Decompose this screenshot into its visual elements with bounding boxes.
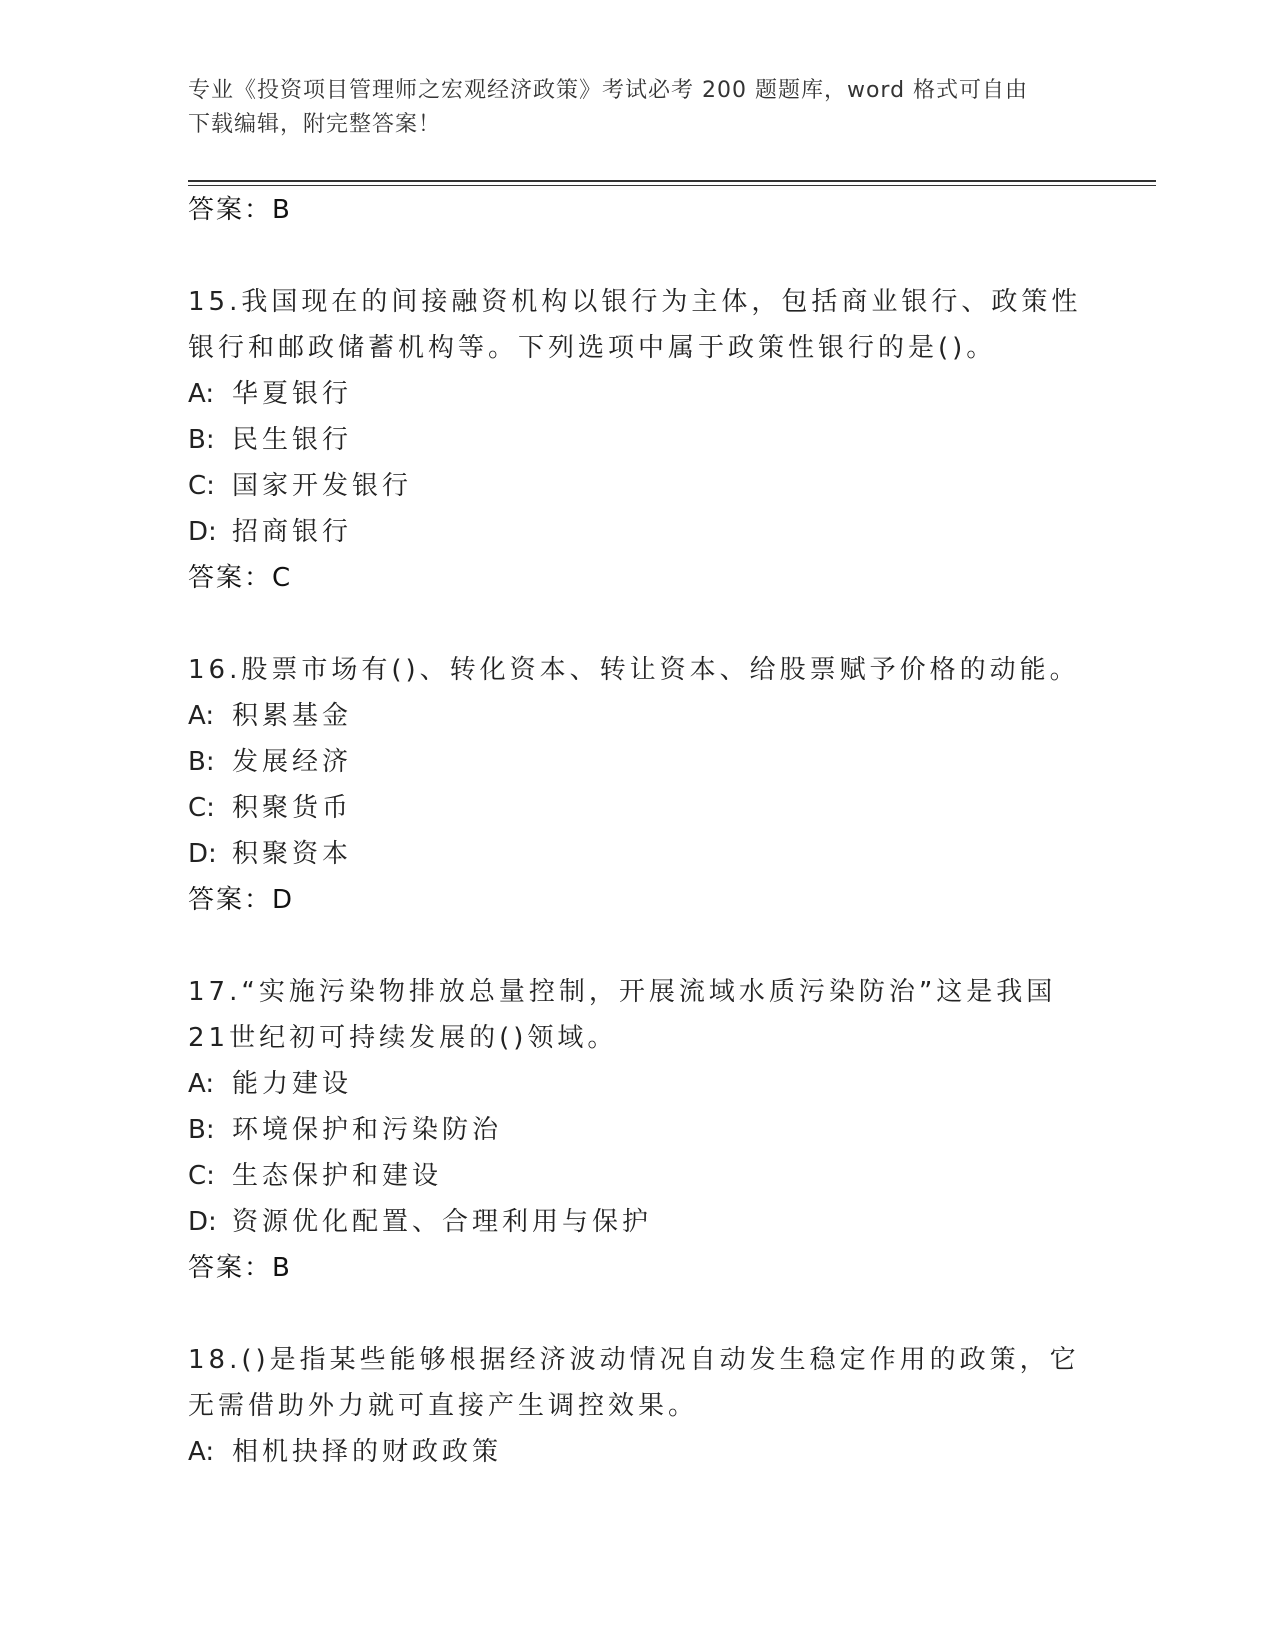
option-text: 资源优化配置、合理利用与保护 xyxy=(232,1207,653,1237)
option-key: A: xyxy=(188,1069,215,1099)
option-key: B: xyxy=(188,1115,215,1145)
answer-line: 答案：B xyxy=(188,1253,292,1283)
option-text: 发展经济 xyxy=(232,747,353,777)
option-key: D: xyxy=(188,839,217,869)
option-text: 相机抉择的财政政策 xyxy=(232,1437,503,1467)
option-key: C: xyxy=(188,1161,215,1191)
question-15 xyxy=(188,279,1088,601)
option-b xyxy=(188,417,1088,463)
option-key: A: xyxy=(188,379,215,409)
answer-line: 答案：C xyxy=(188,563,293,593)
option-key: D: xyxy=(188,517,217,547)
question-18 xyxy=(188,1337,1088,1475)
option-d xyxy=(188,1199,1088,1245)
option-key: C: xyxy=(188,793,215,823)
option-text: 能力建设 xyxy=(232,1069,353,1099)
option-a xyxy=(188,371,1088,417)
header-line-1: 专业《投资项目管理师之宏观经济政策》考试必考 200 题题库，word 格式可自由 xyxy=(188,78,1029,103)
option-key: A: xyxy=(188,1437,215,1467)
option-c xyxy=(188,1153,1088,1199)
option-a xyxy=(188,1429,1088,1475)
option-text: 华夏银行 xyxy=(232,379,353,409)
option-b xyxy=(188,739,1088,785)
question-16 xyxy=(188,647,1088,923)
option-text: 国家开发银行 xyxy=(232,471,413,501)
question-list xyxy=(188,187,1088,1475)
option-key: B: xyxy=(188,747,215,777)
option-a xyxy=(188,693,1088,739)
option-key: B: xyxy=(188,425,215,455)
option-text: 招商银行 xyxy=(232,517,353,547)
document-header xyxy=(188,74,1088,142)
option-text: 积累基金 xyxy=(232,701,353,731)
option-text: 环境保护和污染防治 xyxy=(232,1115,503,1145)
question-text: 15.我国现在的间接融资机构以银行为主体，包括商业银行、政策性银行和邮政储蓄机构等。下列选项中属于政策性银行的是()。 xyxy=(188,287,1082,363)
option-text: 民生银行 xyxy=(232,425,353,455)
option-d xyxy=(188,831,1088,877)
option-text: 积聚货币 xyxy=(232,793,353,823)
header-rule-thick xyxy=(188,180,1156,182)
option-a xyxy=(188,1061,1088,1107)
question-17 xyxy=(188,969,1088,1291)
option-c xyxy=(188,785,1088,831)
option-b xyxy=(188,1107,1088,1153)
header-line-2: 下载编辑，附完整答案！ xyxy=(188,112,442,137)
option-text: 生态保护和建设 xyxy=(232,1161,443,1191)
answer-line: 答案：D xyxy=(188,885,295,915)
option-key: A: xyxy=(188,701,215,731)
question-text: 17.“实施污染物排放总量控制，开展流域水质污染防治”这是我国21世纪初可持续发展的()领域。 xyxy=(188,977,1057,1053)
question-text: 16.股票市场有()、转化资本、转让资本、给股票赋予价格的动能。 xyxy=(188,655,1080,685)
question-text: 18.()是指某些能够根据经济波动情况自动发生稳定作用的政策，它无需借助外力就可直接产生调控效果。 xyxy=(188,1345,1080,1421)
option-key: C: xyxy=(188,471,215,501)
option-text: 积聚资本 xyxy=(232,839,353,869)
option-key: D: xyxy=(188,1207,217,1237)
header-rule-thin xyxy=(188,185,1156,186)
previous-answer: 答案：B xyxy=(188,195,292,225)
option-c xyxy=(188,463,1088,509)
option-d xyxy=(188,509,1088,555)
